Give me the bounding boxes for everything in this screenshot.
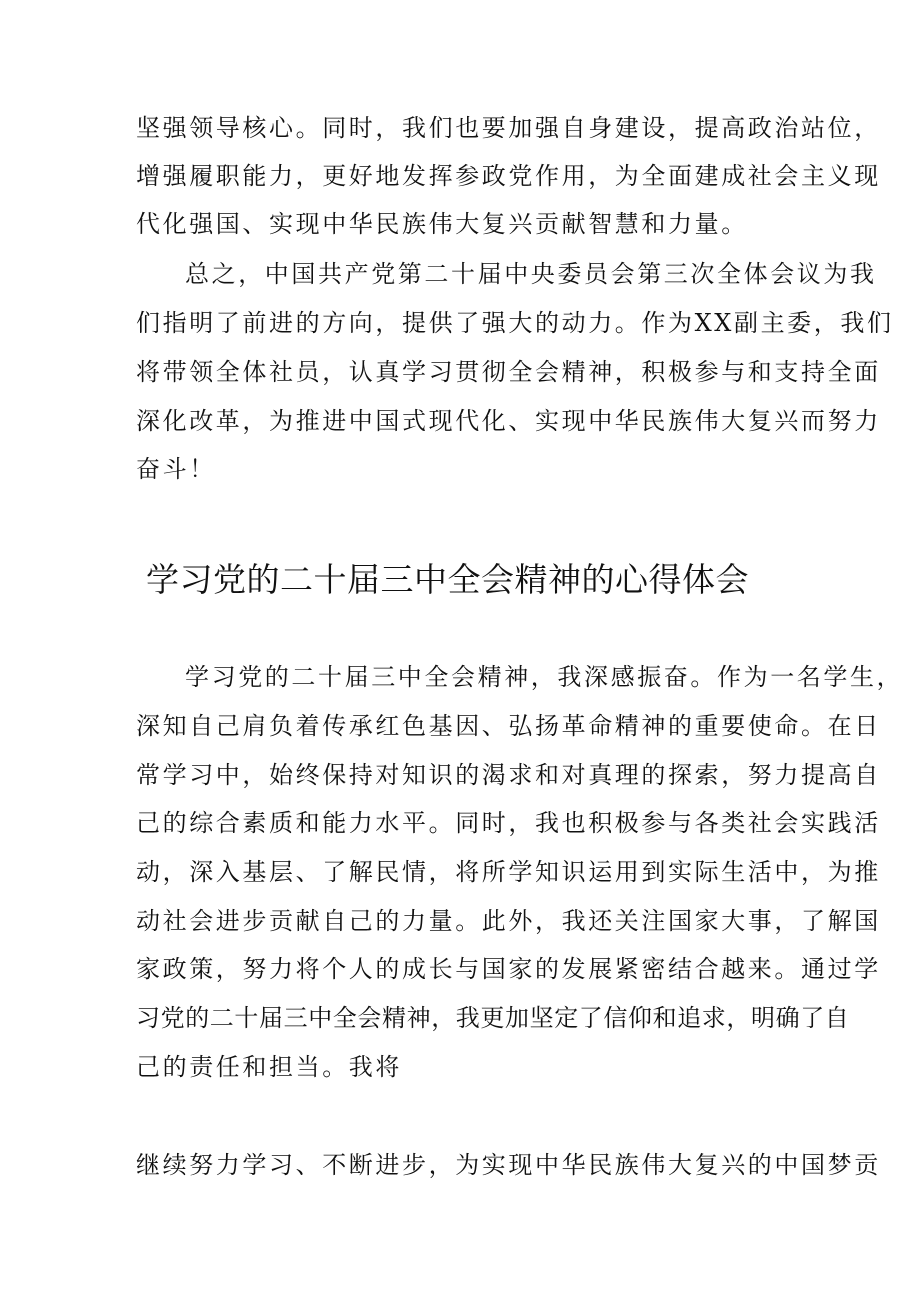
text-line: 继续努力学习、不断进步，为实现中华民族伟大复兴的中国梦贡 <box>136 1151 881 1179</box>
text-line: 奋斗！ <box>136 455 216 483</box>
text-line: 们指明了前进的方向，提供了强大的动力。作为XX副主委，我们 <box>136 309 894 337</box>
text-line: 总之，中国共产党第二十届中央委员会第三次全体会议为我 <box>185 260 877 288</box>
text-line: 坚强领导核心。同时，我们也要加强自身建设，提高政治站位， <box>136 114 881 142</box>
text-line: 增强履职能力，更好地发挥参政党作用，为全面建成社会主义现 <box>136 162 881 190</box>
text-line: 常学习中，始终保持对知识的渴求和对真理的探索，努力提高自 <box>136 761 881 789</box>
text-line: 习党的二十届三中全会精神，我更加坚定了信仰和追求，明确了自 <box>136 1004 850 1032</box>
text-line: 代化强国、实现中华民族伟大复兴贡献智慧和力量。 <box>136 210 748 238</box>
text-line: 家政策，努力将个人的成长与国家的发展紧密结合越来。通过学 <box>136 955 881 983</box>
text-line: 深知自己肩负着传承红色基因、弘扬革命精神的重要使命。在日 <box>136 712 881 740</box>
text-line: 己的综合素质和能力水平。同时，我也积极参与各类社会实践活 <box>136 809 881 837</box>
article-title: 学习党的二十届三中全会精神的心得体会 <box>146 560 749 599</box>
text-line: 深化改革，为推进中国式现代化、实现中华民族伟大复兴而努力 <box>136 407 881 435</box>
text-line: 己的责任和担当。我将 <box>136 1053 402 1081</box>
text-line: 动，深入基层、了解民情，将所学知识运用到实际生活中，为推 <box>136 858 881 886</box>
text-line: 将带领全体社员，认真学习贯彻全会精神，积极参与和支持全面 <box>136 358 881 386</box>
text-line: 动社会进步贡献自己的力量。此外，我还关注国家大事，了解国 <box>136 907 881 935</box>
text-line: 学习党的二十届三中全会精神，我深感振奋。作为一名学生， <box>185 663 904 691</box>
